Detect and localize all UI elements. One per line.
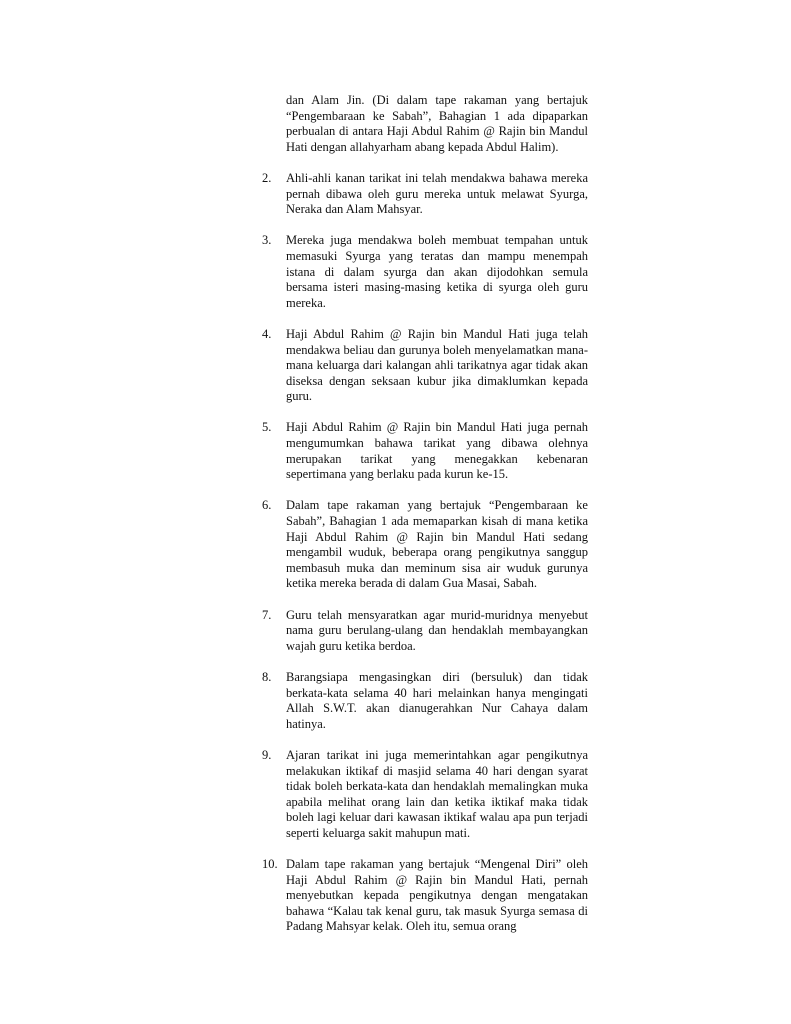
list-item-number: 2. — [262, 170, 272, 185]
list-item-text: Ahli-ahli kanan tarikat ini telah mendakwa bahawa mereka pernah dibawa oleh guru mereka untuk melawat Syurga, Neraka dan Alam Mahsyar. — [286, 170, 588, 217]
list-item-text: Mereka juga mendakwa boleh membuat tempahan untuk memasuki Syurga yang teratas dan mampu menempah istana di dalam syurga dan akan dijodohkan semula bersama isteri masing-masing ketika di syurga oleh guru mereka. — [286, 233, 588, 310]
list-item — [262, 171, 588, 218]
list-item — [262, 670, 588, 732]
list-item-number: 6. — [262, 498, 272, 513]
list-item-number: 5. — [262, 420, 272, 435]
list-item-text: Barangsiapa mengasingkan diri (bersuluk) dan tidak berkata-kata selama 40 hari melainkan hanya mengingati Allah S.W.T. akan dianugerahkan Nur Cahaya dalam hatinya. — [286, 669, 588, 731]
list-item-text: Ajaran tarikat ini juga memerintahkan agar pengikutnya melakukan iktikaf di masjid selama 40 hari dengan syarat tidak boleh berkata-kata dan hendaklah memalingkan muka apabila melihat orang lain dan ketika iktikaf maka tidak boleh lagi keluar dari kawasan iktikaf walau apa pun terjadi seperti keluarga sakit mahupun mati. — [286, 747, 588, 840]
list-item-number: 7. — [262, 607, 272, 622]
list-item-text: Haji Abdul Rahim @ Rajin bin Mandul Hati juga telah mendakwa beliau dan gurunya boleh menyelamatkan mana-mana keluarga dari kalangan ahli tarikatnya agar tidak akan diseksa dengan seksaan kubur jika dimaklumkan kepada guru. — [286, 326, 588, 404]
list-item — [262, 498, 588, 592]
list-item-number: 3. — [262, 233, 272, 248]
list-item — [262, 857, 588, 935]
list-item-number: 4. — [262, 326, 272, 341]
list-item — [262, 233, 588, 311]
list-item — [262, 748, 588, 842]
numbered-list — [262, 171, 588, 935]
list-item-number: 9. — [262, 747, 272, 762]
list-item-number: 10. — [262, 857, 278, 872]
list-item-number: 8. — [262, 669, 272, 684]
list-item — [262, 608, 588, 655]
list-item-text: Dalam tape rakaman yang bertajuk “Mengenal Diri” oleh Haji Abdul Rahim @ Rajin bin Mandul Hati, pernah menyebutkan kepada pengikutnya dengan mengatakan bahawa “Kalau tak kenal guru, tak masuk Syurga semasa di Padang Mahsyar kelak. Oleh itu, semua orang — [286, 857, 588, 934]
list-item-text: Guru telah mensyaratkan agar murid-muridnya menyebut nama guru berulang-ulang dan hendaklah membayangkan wajah guru ketika berdoa. — [286, 607, 588, 653]
list-item — [262, 327, 588, 405]
intro-continuation-paragraph: dan Alam Jin. (Di dalam tape rakaman yang bertajuk “Pengembaraan ke Sabah”, Bahagian 1 ada dipaparkan perbualan di antara Haji Abdul Rahim @ Rajin bin Mandul Hati dengan allahyarham abang kepada Abdul Halim). — [286, 93, 588, 154]
list-item — [262, 420, 588, 482]
list-item-text: Dalam tape rakaman yang bertajuk “Pengembaraan ke Sabah”, Bahagian 1 ada memaparkan kisah di mana ketika Haji Abdul Rahim @ Rajin bin Mandul Hati sedang mengambil wuduk, beberapa orang pengikutnya sanggup membasuh muka dan meminum sisa air wuduk gurunya ketika mereka berada di dalam Gua Masai, Sabah. — [286, 498, 588, 591]
list-item-text: Haji Abdul Rahim @ Rajin bin Mandul Hati juga pernah mengumumkan bahawa tarikat yang dibawa olehnya merupakan tarikat yang menegakkan kebenaran sepertimana yang berlaku pada kurun ke-15. — [286, 420, 588, 482]
document-body — [262, 93, 588, 935]
